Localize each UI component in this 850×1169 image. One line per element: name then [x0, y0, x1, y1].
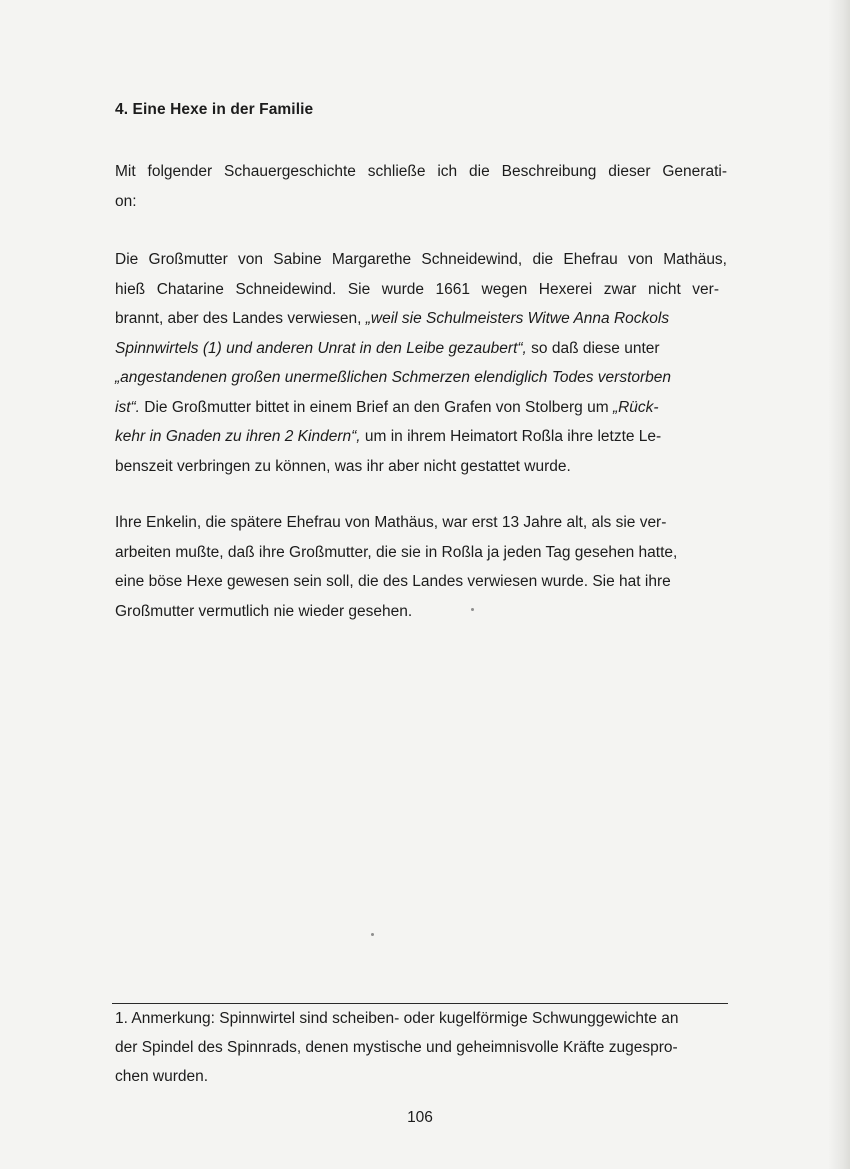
section-heading: 4. Eine Hexe in der Familie	[115, 101, 314, 118]
scan-speck	[371, 933, 374, 936]
paragraph-line	[115, 334, 727, 364]
quotation-text: „weil sie Schulmeisters Witwe Anna Rockols	[365, 310, 670, 327]
scan-edge-shadow	[828, 0, 850, 1169]
paragraph-line: arbeiten mußte, daß ihre Großmutter, die sie in Roßla ja jeden Tag gesehen hatte,	[115, 543, 678, 561]
text-run: so daß diese unter	[526, 339, 660, 357]
page-number: 106	[407, 1109, 433, 1126]
paragraph-line	[115, 363, 727, 393]
paragraph-line	[115, 422, 727, 452]
story-paragraph	[115, 245, 727, 481]
paragraph-line: Die Großmutter von Sabine Margarethe Schneidewind, die Ehefrau von Mathäus,	[115, 251, 727, 268]
text-run: Die Großmutter bittet in einem Brief an den Grafen von Stolberg um	[139, 398, 613, 416]
paragraph-line: Großmutter vermutlich nie wieder gesehen.	[115, 602, 413, 620]
paragraph-line: benszeit verbringen zu können, was ihr aber nicht gestattet wurde.	[115, 457, 571, 475]
paragraph-line: hieß Chatarine Schneidewind. Sie wurde 1661 wegen Hexerei zwar nicht ver-	[115, 280, 719, 298]
closing-paragraph	[115, 508, 727, 626]
quotation-text: kehr in Gnaden zu ihren 2 Kindern“,	[115, 428, 361, 445]
footnote-line: der Spindel des Spinnrads, denen mystische und geheimnisvolle Kräfte zugespro-	[115, 1039, 678, 1056]
quotation-text: ist“.	[115, 398, 140, 416]
paragraph-line	[115, 393, 727, 423]
paragraph-line: Mit folgender Schauergeschichte schließe ich die Beschreibung dieser Generati-	[115, 163, 727, 180]
scan-speck	[471, 608, 474, 611]
quotation-text: „angestandenen großen unermeßlichen Schmerzen elendiglich Todes verstorben	[115, 369, 672, 386]
text-run: um in ihrem Heimatort Roßla ihre letzte Le-	[360, 428, 662, 445]
paragraph-line	[115, 304, 727, 334]
paragraph-line: eine böse Hexe gewesen sein soll, die des Landes verwiesen wurde. Sie hat ihre	[115, 573, 671, 590]
paragraph-line: Ihre Enkelin, die spätere Ehefrau von Mathäus, war erst 13 Jahre alt, als sie ver-	[115, 514, 667, 531]
text-run: brannt, aber des Landes verwiesen,	[115, 310, 366, 327]
paragraph-line: on:	[115, 192, 137, 210]
footnote	[115, 1004, 727, 1091]
footnote-line: 1. Anmerkung: Spinnwirtel sind scheiben- oder kugelförmige Schwunggewichte an	[115, 1010, 679, 1027]
footnote-line: chen wurden.	[115, 1068, 209, 1085]
intro-paragraph	[115, 157, 727, 216]
quotation-text: „Rück-	[612, 398, 659, 416]
quotation-text: Spinnwirtels (1) und anderen Unrat in den Leibe gezaubert“,	[115, 339, 527, 357]
